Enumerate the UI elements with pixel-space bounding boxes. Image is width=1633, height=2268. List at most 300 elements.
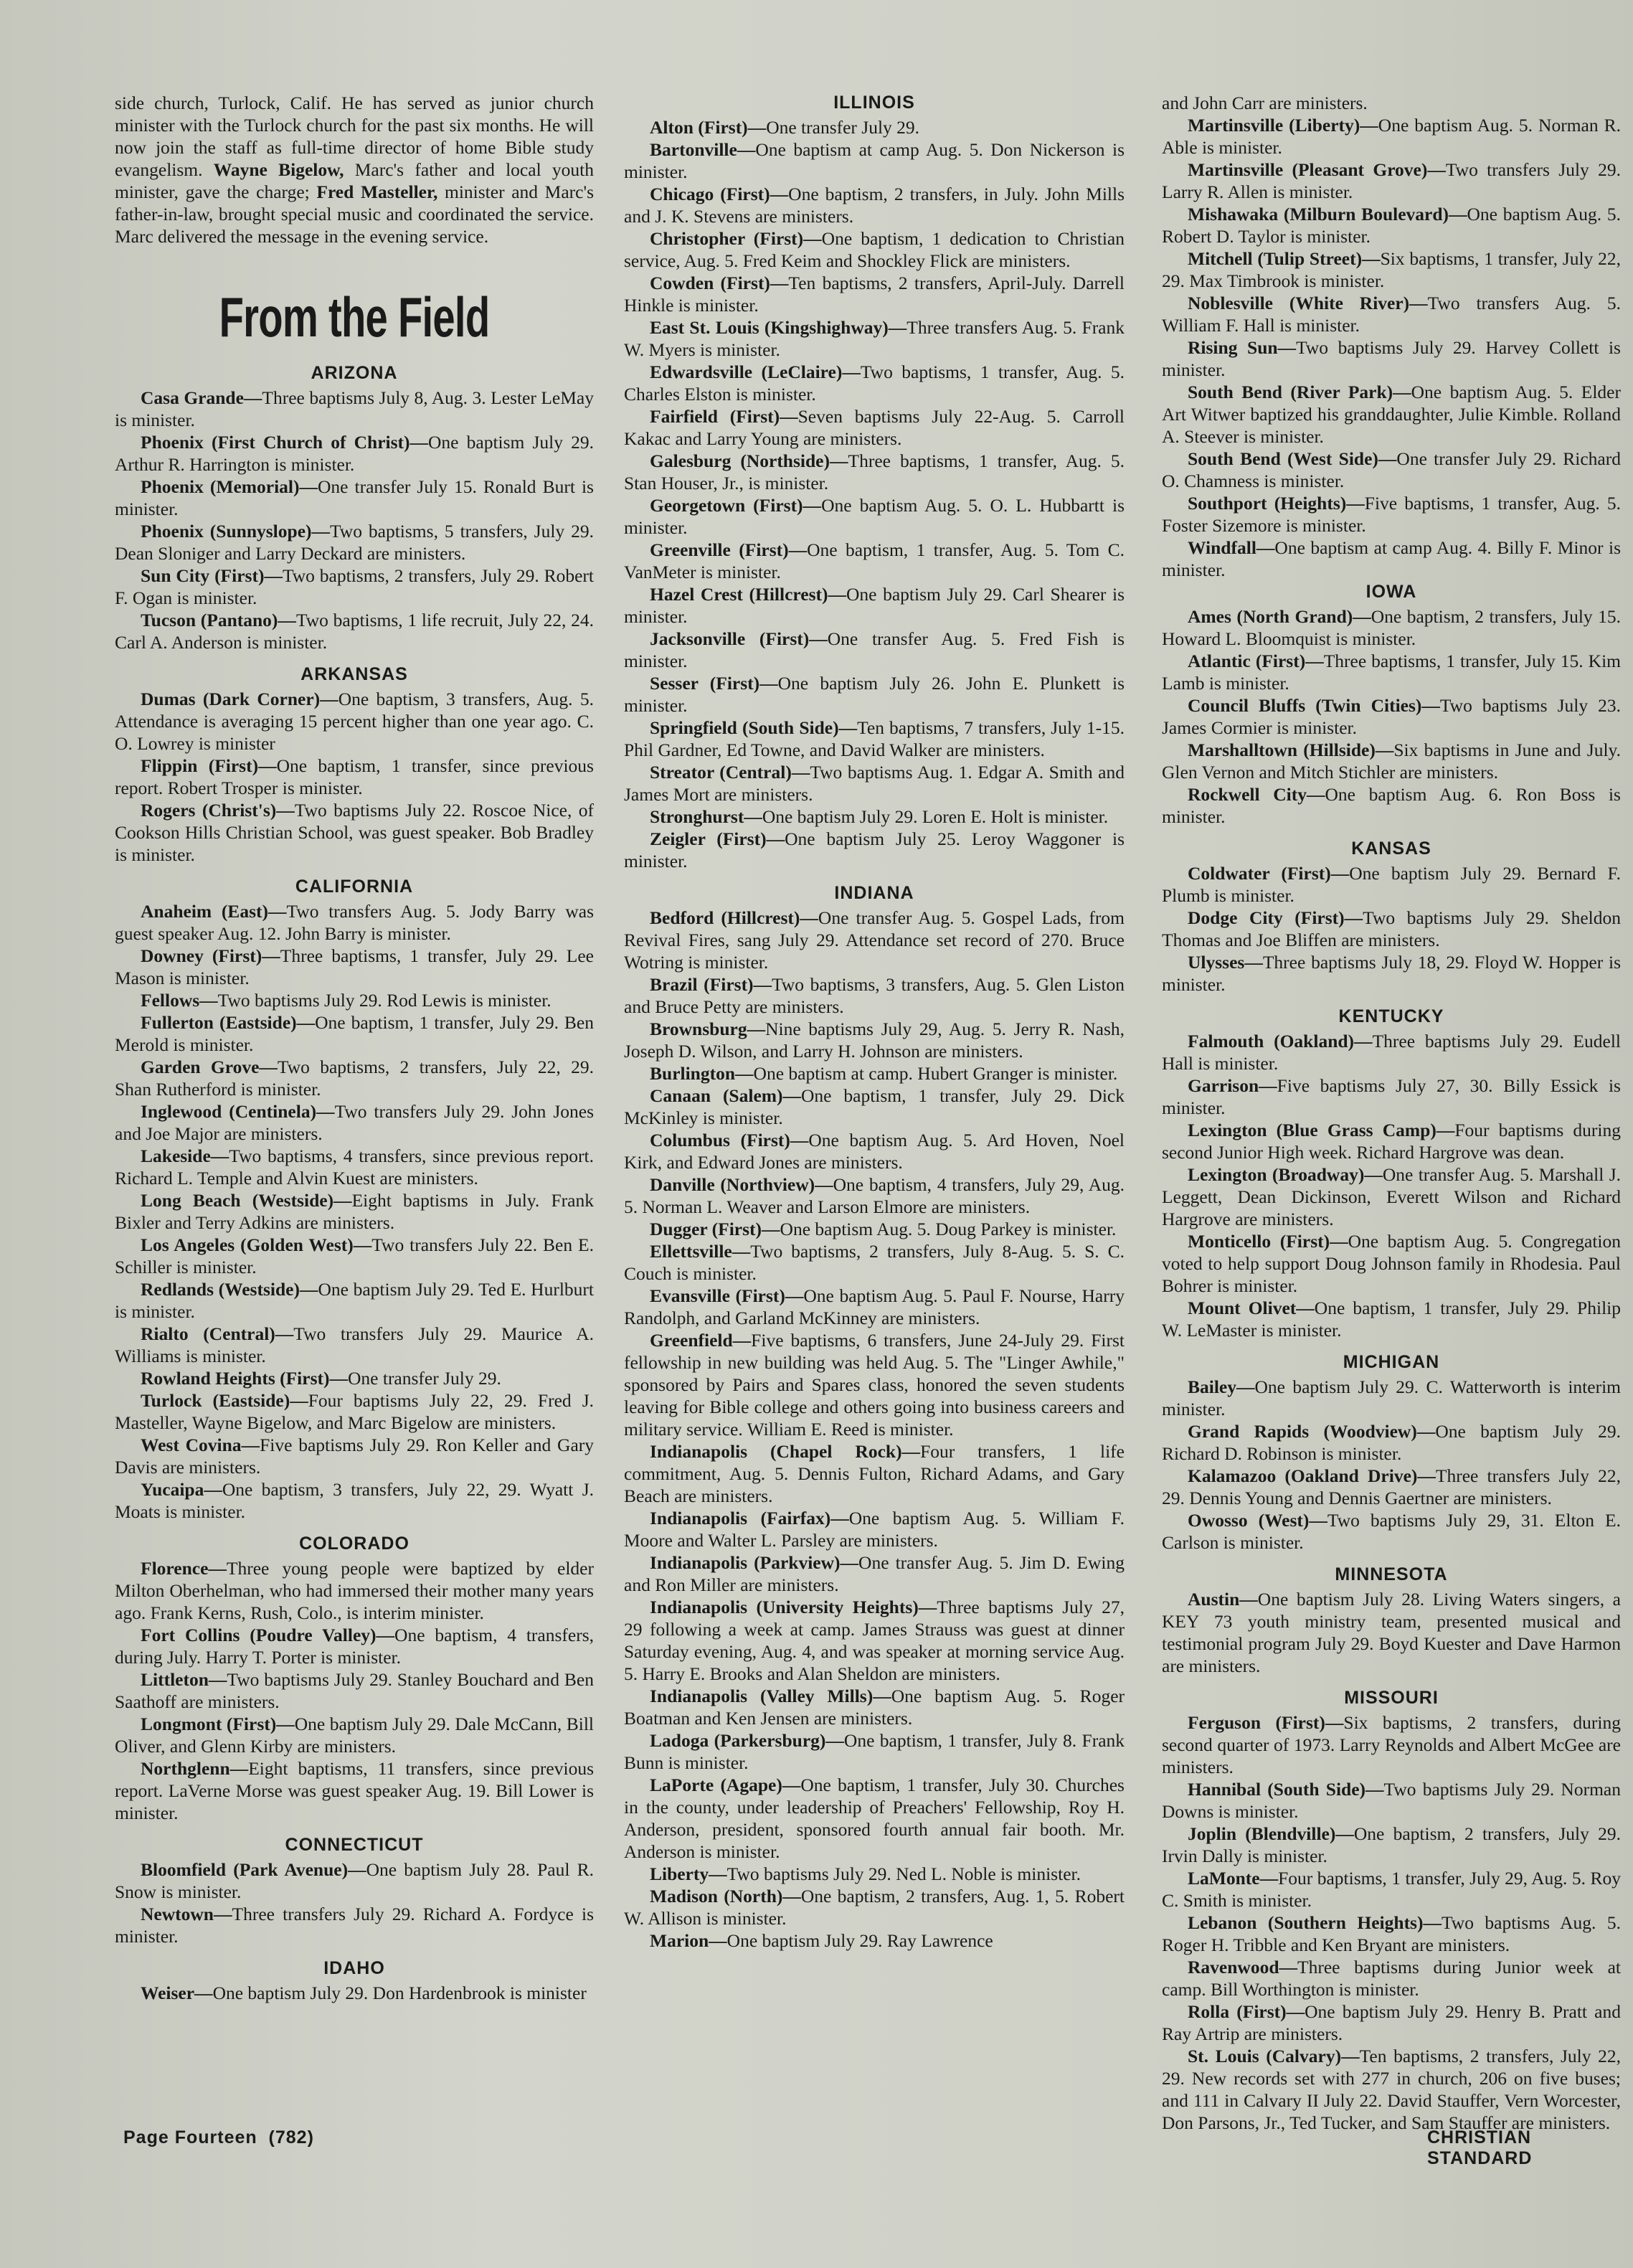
- church-report: [1162, 336, 1621, 381]
- church-report: [1162, 1912, 1621, 1956]
- church-report: [624, 907, 1125, 973]
- report-text: Three transfers July 22, 29. Dennis Young and Dennis Gaertner are ministers.: [1162, 1465, 1621, 1508]
- church-report: [624, 405, 1125, 450]
- church-report: [115, 476, 594, 520]
- church-report: [624, 628, 1125, 672]
- church-name: Grand Rapids (Woodview)—: [1188, 1421, 1436, 1442]
- person-name: Fred Masteller,: [316, 181, 438, 202]
- state-heading: ARKANSAS: [300, 664, 408, 684]
- church-report: [115, 1011, 594, 1056]
- church-name: Edwardsville (LeClaire)—: [650, 362, 861, 382]
- church-name: Kalamazoo (Oakland Drive)—: [1188, 1465, 1436, 1486]
- section-title: From the Field: [219, 285, 490, 349]
- church-report: [624, 761, 1125, 805]
- church-report: [115, 1858, 594, 1903]
- report-text: Two baptisms, 3 transfers, Aug. 5. Glen Liston and Bruce Petty are ministers.: [624, 974, 1125, 1017]
- church-name: Galesburg (Northside)—: [650, 450, 848, 471]
- report-text: One baptism July 29. Carl Shearer is minister.: [624, 584, 1125, 627]
- church-name: Lexington (Blue Grass Camp)—: [1188, 1120, 1455, 1140]
- report-text: Four baptisms during second Junior High week. Richard Hargrove was dean.: [1162, 1120, 1622, 1163]
- report-text: One baptism, 2 transfers, July 15. Howard L. Bloomquist is minister.: [1162, 606, 1621, 649]
- report-text: One baptism, 1 transfer, since previous report. Robert Trosper is minister.: [115, 755, 594, 798]
- report-text: One baptism at camp Aug. 4. Billy F. Minor is minister.: [1162, 537, 1621, 580]
- church-name: Downey (First)—: [141, 945, 280, 966]
- report-text: Two transfers July 29. John Jones and Joe Major are ministers.: [115, 1101, 594, 1144]
- church-name: South Bend (River Park)—: [1188, 382, 1411, 402]
- report-text: One baptism, 4 transfers, July 29, Aug. 5. Norman L. Weaver and Larson Elmore are ministers.: [624, 1174, 1125, 1217]
- church-name: Madison (North)—: [650, 1886, 801, 1906]
- state-heading: IOWA: [1365, 582, 1417, 602]
- church-name: LaPorte (Agape)—: [650, 1775, 801, 1795]
- church-report: [1162, 1030, 1621, 1074]
- report-text: One baptism July 29. Arthur R. Harrington is minister.: [115, 432, 594, 475]
- church-report: [1162, 114, 1621, 159]
- column-3-content: [1162, 92, 1621, 2134]
- report-text: One transfer July 29.: [348, 1368, 501, 1389]
- church-name: Fellows—: [141, 990, 218, 1011]
- church-name: West Covina—: [141, 1435, 260, 1455]
- church-name: Monticello (First)—: [1188, 1231, 1348, 1252]
- church-report: [624, 717, 1125, 761]
- state-heading: MINNESOTA: [1335, 1564, 1448, 1584]
- report-text: Three baptisms July 8, Aug. 3. Lester LeMay is minister.: [115, 387, 594, 430]
- person-name: Wayne Bigelow,: [213, 159, 344, 180]
- report-text: Four baptisms, 1 transfer, July 29, Aug. 5. Roy C. Smith is minister.: [1162, 1868, 1621, 1911]
- church-report: [1162, 1376, 1621, 1420]
- church-name: Bloomfield (Park Avenue)—: [141, 1859, 366, 1880]
- church-name: Evansville (First)—: [650, 1285, 804, 1306]
- state-heading: COLORADO: [299, 1534, 410, 1554]
- church-report: [624, 227, 1125, 272]
- church-name: Dodge City (First)—: [1188, 907, 1363, 928]
- report-text: One baptism July 29. Bernard F. Plumb is minister.: [1162, 863, 1621, 906]
- church-report: [624, 1685, 1125, 1729]
- church-name: Ravenwood—: [1188, 1957, 1298, 1978]
- church-report: [1162, 1711, 1621, 1778]
- church-report: [624, 1507, 1125, 1551]
- church-name: Rowland Heights (First)—: [141, 1368, 348, 1389]
- report-text: One baptism July 29. Loren E. Holt is minister.: [762, 806, 1109, 827]
- church-report: [1162, 448, 1621, 492]
- church-name: Mitchell (Tulip Street)—: [1188, 248, 1381, 269]
- church-name: Lebanon (Southern Heights)—: [1188, 1912, 1442, 1933]
- church-report: [624, 1129, 1125, 1173]
- church-report: [624, 1173, 1125, 1218]
- church-name: Casa Grande—: [141, 387, 262, 408]
- church-name: Mount Olivet—: [1188, 1298, 1315, 1318]
- report-text: One baptism Aug. 5. Roger Boatman and Ken Jensen are ministers.: [624, 1686, 1125, 1729]
- state-heading: IDAHO: [323, 1958, 385, 1978]
- report-text: Five baptisms July 29. Ron Keller and Gary Davis are ministers.: [115, 1435, 595, 1478]
- report-text: One baptism Aug. 5. Paul F. Nourse, Harry Randolph, and Garland McKinney are ministers.: [624, 1285, 1125, 1328]
- report-text: Two baptisms, 1 transfer, Aug. 5. Charles Elston is minister.: [624, 362, 1125, 405]
- church-name: Indianapolis (University Heights)—: [650, 1597, 937, 1617]
- church-name: Georgetown (First)—: [650, 495, 822, 516]
- church-name: Weiser—: [141, 1983, 213, 2003]
- church-report: [1162, 650, 1621, 694]
- church-name: Martinsville (Liberty)—: [1188, 115, 1378, 136]
- church-report: [624, 828, 1125, 872]
- church-name: Austin—: [1188, 1589, 1258, 1610]
- church-report: [624, 1329, 1125, 1440]
- church-name: Bedford (Hillcrest)—: [650, 907, 818, 928]
- report-text: Three baptisms, 1 transfer, July 15. Kim Lamb is minister.: [1162, 651, 1621, 694]
- report-text: Ten baptisms, 2 transfers, July 22, 29. New records set with 277 in church, 206 on five buses; and 111 in Calvary II July 22. David Stauffer, Vern Worcester, Don Parsons, Jr., Ted Tucker, and Sam Stauffer are ministers.: [1162, 2046, 1621, 2133]
- church-name: Owosso (West)—: [1188, 1510, 1327, 1531]
- church-name: Long Beach (Westside)—: [141, 1190, 352, 1211]
- report-text: One baptism July 29. Ray Lawrence: [726, 1930, 993, 1951]
- report-text: One transfer Aug. 5. Fred Fish is minister.: [624, 628, 1125, 671]
- church-report: [624, 1062, 1125, 1085]
- church-report: [115, 564, 594, 609]
- church-report: [1162, 1588, 1621, 1677]
- church-report: [1162, 247, 1621, 292]
- report-text: Two transfers July 22. Ben E. Schiller is minister.: [115, 1234, 594, 1277]
- church-report: [115, 1323, 594, 1367]
- church-name: Indianapolis (Chapel Rock)—: [650, 1441, 921, 1462]
- church-name: Coldwater (First)—: [1188, 863, 1350, 884]
- church-report: [115, 1478, 594, 1523]
- church-report: [115, 431, 594, 476]
- church-name: Dumas (Dark Corner)—: [141, 689, 339, 709]
- report-text: Five baptisms July 27, 30. Billy Essick is minister.: [1162, 1075, 1621, 1118]
- report-text: One baptism, 2 transfers, July 29. Irvin Dally is minister.: [1162, 1823, 1621, 1866]
- church-report: [115, 900, 594, 945]
- report-text: One baptism Aug. 6. Ron Boss is minister.: [1162, 784, 1621, 827]
- church-name: Chicago (First)—: [650, 184, 789, 204]
- report-text: One baptism July 29. C. Watterworth is interim minister.: [1162, 1376, 1621, 1419]
- column-3: [1162, 92, 1621, 2134]
- church-report: [115, 1624, 594, 1668]
- church-report: [624, 1285, 1125, 1329]
- church-report: [624, 361, 1125, 405]
- church-report: [1162, 381, 1621, 448]
- report-text: Five baptisms, 1 transfer, Aug. 5. Foster Sizemore is minister.: [1162, 493, 1621, 536]
- church-name: Cowden (First)—: [650, 273, 789, 293]
- report-text: Four baptisms July 22, 29. Fred J. Masteller, Wayne Bigelow, and Marc Bigelow are ministers.: [115, 1390, 594, 1433]
- intro-text: Marc's father and local youth minister, gave the charge;: [115, 159, 594, 202]
- church-report: [624, 116, 1125, 138]
- church-report: [624, 1240, 1125, 1285]
- church-name: Joplin (Blendville)—: [1188, 1823, 1354, 1844]
- church-report: [624, 1018, 1125, 1062]
- church-report: [1162, 1778, 1621, 1823]
- church-report: [624, 1218, 1125, 1240]
- church-report: [1162, 1119, 1621, 1163]
- church-report: [115, 1100, 594, 1145]
- church-report: [1162, 492, 1621, 537]
- church-report: [115, 1903, 594, 1947]
- church-report: [1162, 1230, 1621, 1297]
- report-text: One baptism July 29. Henry B. Pratt and Ray Artrip are ministers.: [1162, 2001, 1622, 2044]
- report-text: Three young people were baptized by elder Milton Oberhelman, who had immersed their mother many years ago. Frank Kerns, Rush, Colo., is interim minister.: [115, 1558, 594, 1623]
- church-report: [115, 1668, 594, 1713]
- church-name: Ladoga (Parkersburg)—: [650, 1730, 844, 1751]
- church-name: Lakeside—: [141, 1145, 229, 1166]
- report-text: and John Carr are ministers.: [1162, 93, 1368, 113]
- church-name: Rialto (Central)—: [141, 1323, 294, 1344]
- intro-text: minister and Marc's father-in-law, brought special music and coordinated the service. Marc delivered the message in the evening service.: [115, 181, 595, 247]
- report-text: Two baptisms July 22. Roscoe Nice, of Cookson Hills Christian School, was guest speaker. Bob Bradley is minister.: [115, 800, 594, 865]
- report-text: One baptism Aug. 5. O. L. Hubbartt is minister.: [624, 495, 1125, 538]
- church-name: Sesser (First)—: [650, 673, 778, 694]
- church-report: [115, 688, 594, 755]
- church-report: [1162, 2000, 1621, 2045]
- report-text: One baptism Aug. 5. Ard Hoven, Noel Kirk, and Edward Jones are ministers.: [624, 1130, 1125, 1173]
- church-report: [1162, 1297, 1621, 1341]
- church-name: Indianapolis (Parkview)—: [650, 1552, 859, 1573]
- report-text: Two baptisms Aug. 5. Roger H. Tribble and Ken Bryant are ministers.: [1162, 1912, 1622, 1955]
- report-text: One baptism, 1 transfer, Aug. 5. Tom C. VanMeter is minister.: [624, 539, 1125, 582]
- church-report: [115, 387, 594, 431]
- church-name: Sun City (First)—: [141, 565, 283, 586]
- church-name: Bailey—: [1188, 1376, 1255, 1397]
- church-report: [624, 1929, 1125, 1952]
- state-heading: INDIANA: [834, 883, 914, 903]
- report-text: Three baptisms, 1 transfer, July 29. Lee Mason is minister.: [115, 945, 594, 988]
- report-text: Two baptisms July 29. Rod Lewis is minister.: [217, 990, 552, 1011]
- church-name: Littleton—: [141, 1669, 227, 1690]
- church-report: [1162, 907, 1621, 951]
- report-text: Five baptisms, 6 transfers, June 24-July 29. First fellowship in new building was held Aug. 5. The "Linger Awhile," sponsored by Pairs and Spares class, honored the seven students leaving for Bible college and others going into business careers and military service. William E. Reed is minister.: [624, 1330, 1125, 1440]
- church-report: [1162, 203, 1621, 247]
- report-text: One baptism, 2 transfers, Aug. 1, 5. Robert W. Allison is minister.: [624, 1886, 1125, 1929]
- church-report: [115, 945, 594, 989]
- church-report: [1162, 1163, 1621, 1230]
- church-name: Hazel Crest (Hillcrest)—: [650, 584, 846, 605]
- church-report: [1162, 159, 1621, 203]
- church-report: [115, 520, 594, 564]
- report-text: Two transfers July 29. Larry R. Allen is minister.: [1162, 159, 1621, 202]
- church-name: Alton (First)—: [650, 117, 767, 138]
- church-name: Brownsburg—: [650, 1019, 766, 1039]
- church-name: Greenfield—: [650, 1330, 752, 1351]
- church-report: [115, 1056, 594, 1100]
- church-name: Mishawaka (Milburn Boulevard)—: [1188, 204, 1467, 225]
- report-text: One baptism July 25. Leroy Waggoner is minister.: [624, 828, 1125, 871]
- church-report: [115, 1557, 594, 1624]
- church-report: [1162, 292, 1621, 336]
- church-report: [1162, 1956, 1621, 2000]
- church-name: Ulysses—: [1188, 952, 1263, 973]
- church-name: Dugger (First)—: [650, 1219, 780, 1239]
- church-name: Noblesville (White River)—: [1188, 293, 1428, 313]
- church-name: Atlantic (First)—: [1188, 651, 1324, 671]
- church-name: Greenville (First)—: [650, 539, 808, 560]
- church-report: [1162, 1420, 1621, 1465]
- church-report: [115, 1234, 594, 1278]
- church-name: St. Louis (Calvary)—: [1188, 2046, 1360, 2066]
- report-text: Two baptisms July 29. Sheldon Thomas and Joe Bliffen are ministers.: [1162, 907, 1621, 950]
- report-text: One baptism at camp Aug. 5. Don Nickerson is minister.: [624, 139, 1125, 182]
- church-name: Flippin (First)—: [141, 755, 277, 776]
- report-text: One baptism July 29. Ted E. Hurlburt is minister.: [115, 1279, 594, 1322]
- report-text: Three baptisms July 27, 29 following a week at camp. James Strauss was guest at dinner Saturday evening, Aug. 4, and was speaker at morning service Aug. 5. Harry E. Brooks and Alan Sheldon are ministers.: [624, 1597, 1125, 1684]
- church-name: Danville (Northview)—: [650, 1174, 833, 1195]
- report-text: One transfer Aug. 5. Marshall J. Leggett, Dean Dickinson, Everett Wilson and Richard Hargrove are ministers.: [1162, 1164, 1621, 1229]
- report-text: Two baptisms, 2 transfers, July 29. Robert F. Ogan is minister.: [115, 565, 594, 608]
- intro-paragraph: [115, 92, 594, 247]
- church-report: [1162, 1074, 1621, 1119]
- report-text: Two baptisms July 29. Ned L. Noble is minister.: [726, 1863, 1081, 1884]
- report-text: Four transfers, 1 life commitment, Aug. 5. Dennis Fulton, Richard Adams, and Gary Beach are ministers.: [624, 1441, 1125, 1506]
- report-text: Six baptisms in June and July. Glen Vernon and Mitch Stichler are ministers.: [1162, 740, 1621, 783]
- report-text: One baptism July 26. John E. Plunkett is minister.: [624, 673, 1125, 716]
- report-text: Two transfers Aug. 5. William F. Hall is minister.: [1162, 293, 1621, 336]
- church-report: [115, 1189, 594, 1234]
- church-report: [1162, 605, 1621, 650]
- church-name: Redlands (Westside)—: [141, 1279, 318, 1300]
- report-text: One baptism Aug. 5. Congregation voted to help support Doug Johnson family in Rhodesia. Paul Bohrer is minister.: [1162, 1231, 1622, 1296]
- church-name: Turlock (Eastside)—: [141, 1390, 308, 1411]
- report-text: One transfer July 15. Ronald Burt is minister.: [115, 476, 594, 519]
- church-name: Fullerton (Eastside)—: [141, 1012, 316, 1033]
- report-text: Three transfers Aug. 5. Frank W. Myers is minister.: [624, 317, 1125, 360]
- report-text: Six baptisms, 2 transfers, during second quarter of 1973. Larry Reynolds and Albert McGee are ministers.: [1162, 1712, 1621, 1777]
- report-text: One baptism July 29. Don Hardenbrook is minister: [212, 1983, 587, 2003]
- church-name: Yucaipa—: [141, 1479, 222, 1500]
- report-text: One baptism, 4 transfers, during July. Harry T. Porter is minister.: [115, 1625, 594, 1668]
- state-heading: ILLINOIS: [833, 93, 915, 113]
- church-name: Rockwell City—: [1188, 784, 1325, 805]
- report-text: One baptism, 1 dedication to Christian service, Aug. 5. Fred Keim and Shockley Flick are ministers.: [624, 228, 1125, 271]
- report-text: One baptism, 1 transfer, July 29. Ben Merold is minister.: [115, 1012, 594, 1055]
- church-name: Northglenn—: [141, 1758, 249, 1779]
- report-text: Three transfers July 29. Richard A. Fordyce is minister.: [115, 1904, 594, 1947]
- church-name: Rolla (First)—: [1188, 2001, 1305, 2022]
- report-text: Ten baptisms, 7 transfers, July 1-15. Phil Gardner, Ed Towne, and David Walker are ministers.: [624, 717, 1125, 760]
- report-text: One baptism, 1 transfer, July 8. Frank Bunn is minister.: [624, 1730, 1125, 1773]
- state-heading: KENTUCKY: [1338, 1006, 1444, 1026]
- report-text: One baptism July 29. Dale McCann, Bill Oliver, and Glenn Kirby are ministers.: [115, 1714, 594, 1757]
- report-text: One baptism Aug. 5. Doug Parkey is minister.: [780, 1219, 1117, 1239]
- church-report: [115, 1713, 594, 1757]
- report-text: Two baptisms, 5 transfers, July 29. Dean Sloniger and Larry Deckard are ministers.: [115, 521, 594, 564]
- church-name: Springfield (South Side)—: [650, 717, 858, 738]
- report-text: Ten baptisms, 2 transfers, April-July. Darrell Hinkle is minister.: [624, 273, 1125, 316]
- report-text: Two baptisms July 23. James Cormier is minister.: [1162, 695, 1621, 738]
- church-report: [115, 1757, 594, 1824]
- church-report: [624, 539, 1125, 583]
- church-report: [624, 973, 1125, 1018]
- report-text: Three baptisms, 1 transfer, Aug. 5. Stan Houser, Jr., is minister.: [624, 450, 1125, 493]
- church-name: Jacksonville (First)—: [650, 628, 828, 649]
- church-report: [1162, 2045, 1621, 2134]
- report-text: One baptism July 29. Richard D. Robinson is minister.: [1162, 1421, 1621, 1464]
- church-report: [624, 672, 1125, 717]
- report-text: Eight baptisms in July. Frank Bixler and Terry Adkins are ministers.: [115, 1190, 594, 1233]
- church-report: [1162, 694, 1621, 739]
- church-report: [115, 989, 594, 1011]
- state-heading: CALIFORNIA: [295, 877, 414, 897]
- church-report: [1162, 739, 1621, 783]
- report-text: One baptism July 28. Paul R. Snow is minister.: [115, 1859, 595, 1902]
- church-report: [1162, 951, 1621, 996]
- report-text: One baptism Aug. 5. Robert D. Taylor is minister.: [1162, 204, 1621, 247]
- report-text: One baptism, 2 transfers, in July. John Mills and J. K. Stevens are ministers.: [624, 184, 1125, 227]
- church-report: [115, 1278, 594, 1323]
- church-report: [115, 609, 594, 653]
- church-name: Los Angeles (Golden West)—: [141, 1234, 372, 1255]
- church-name: Garden Grove—: [141, 1057, 278, 1077]
- church-report: [624, 1885, 1125, 1929]
- church-report: [624, 316, 1125, 361]
- church-report: [1162, 537, 1621, 581]
- church-name: Fairfield (First)—: [650, 406, 798, 427]
- report-text: Seven baptisms July 22-Aug. 5. Carroll Kakac and Larry Young are ministers.: [624, 406, 1125, 449]
- church-report: [115, 1389, 594, 1434]
- church-report: [115, 1367, 594, 1389]
- church-report: [115, 1434, 594, 1478]
- church-name: Rising Sun—: [1188, 337, 1297, 358]
- church-name: Zeigler (First)—: [650, 828, 785, 849]
- church-report: [624, 494, 1125, 539]
- column-2-content: [624, 92, 1125, 1952]
- report-text: One baptism Aug. 5. Norman R. Able is minister.: [1162, 115, 1622, 158]
- church-report: [1162, 1465, 1621, 1509]
- report-text: One transfer July 29.: [766, 117, 920, 138]
- report-text: Two transfers July 29. Maurice A. Williams is minister.: [115, 1323, 594, 1366]
- church-name: Stronghurst—: [650, 806, 762, 827]
- church-report: [624, 1085, 1125, 1129]
- church-report: [1162, 1823, 1621, 1867]
- church-report: [1162, 92, 1621, 114]
- report-text: One baptism, 3 transfers, Aug. 5. Attendance is averaging 15 percent higher than one year ago. C. O. Lowrey is minister: [115, 689, 595, 754]
- church-name: Brazil (First)—: [650, 974, 772, 995]
- report-text: Six baptisms, 1 transfer, July 22, 29. Max Timbrook is minister.: [1162, 248, 1621, 291]
- church-name: Longmont (First)—: [141, 1714, 295, 1734]
- column-2: [624, 92, 1125, 1952]
- report-text: One baptism, 1 transfer, July 29. Philip W. LeMaster is minister.: [1162, 1298, 1621, 1341]
- report-text: Two baptisms July 29. Stanley Bouchard and Ben Saathoff are ministers.: [115, 1669, 594, 1712]
- report-text: Three baptisms July 29. Eudell Hall is minister.: [1162, 1031, 1621, 1074]
- report-text: One baptism at camp. Hubert Granger is minister.: [753, 1063, 1118, 1084]
- report-text: One baptism, 1 transfer, July 30. Churches in the county, under leadership of Preachers' Fellowship, Roy H. Anderson, president, sponsored fourth annual fair booth. Mr. Anderson is minister.: [624, 1775, 1125, 1862]
- church-name: Columbus (First)—: [650, 1130, 809, 1150]
- church-name: Lexington (Broadway)—: [1188, 1164, 1383, 1185]
- church-name: Fort Collins (Poudre Valley)—: [141, 1625, 395, 1645]
- church-name: Windfall—: [1188, 537, 1275, 558]
- church-name: Rogers (Christ's)—: [141, 800, 295, 821]
- report-text: Two transfers Aug. 5. Jody Barry was guest speaker Aug. 12. John Barry is minister.: [115, 901, 594, 944]
- church-name: Ferguson (First)—: [1188, 1712, 1344, 1733]
- church-name: Indianapolis (Valley Mills)—: [650, 1686, 891, 1706]
- church-name: Anaheim (East)—: [141, 901, 287, 922]
- state-heading: CONNECTICUT: [285, 1835, 424, 1855]
- column-1: [115, 92, 594, 2004]
- church-name: South Bend (West Side)—: [1188, 448, 1397, 469]
- report-text: Three baptisms July 18, 29. Floyd W. Hopper is minister.: [1162, 952, 1621, 995]
- column-1-content: [115, 362, 594, 2004]
- report-text: One baptism Aug. 5. William F. Moore and Walter L. Parsley are ministers.: [624, 1508, 1125, 1551]
- report-text: One transfer Aug. 5. Jim D. Ewing and Ron Miller are ministers.: [624, 1552, 1125, 1595]
- state-heading: KANSAS: [1351, 838, 1431, 859]
- report-text: One transfer July 29. Richard O. Chamness is minister.: [1162, 448, 1621, 491]
- report-text: Two baptisms, 1 life recruit, July 22, 24. Carl A. Anderson is minister.: [115, 610, 594, 653]
- state-heading: MICHIGAN: [1343, 1352, 1440, 1372]
- report-text: One baptism, 3 transfers, July 22, 29. Wyatt J. Moats is minister.: [115, 1479, 594, 1522]
- state-heading: ARIZONA: [311, 363, 398, 383]
- church-name: Florence—: [141, 1558, 227, 1579]
- report-text: One transfer Aug. 5. Gospel Lads, from Revival Fires, sang July 29. Attendance set record of 270. Bruce Wotring is minister.: [624, 907, 1125, 973]
- report-text: Two baptisms, 4 transfers, since previous report. Richard L. Temple and Alvin Kuest are ministers.: [115, 1145, 594, 1189]
- church-name: Burlington—: [650, 1063, 754, 1084]
- church-name: Phoenix (Sunnyslope)—: [141, 521, 330, 542]
- church-name: Hannibal (South Side)—: [1188, 1779, 1384, 1800]
- church-name: Tucson (Pantano)—: [141, 610, 296, 630]
- church-report: [624, 1774, 1125, 1863]
- report-text: One baptism Aug. 5. Elder Art Witwer baptized his granddaughter, Julie Kimble. Rolland A. Steever is minister.: [1162, 382, 1621, 447]
